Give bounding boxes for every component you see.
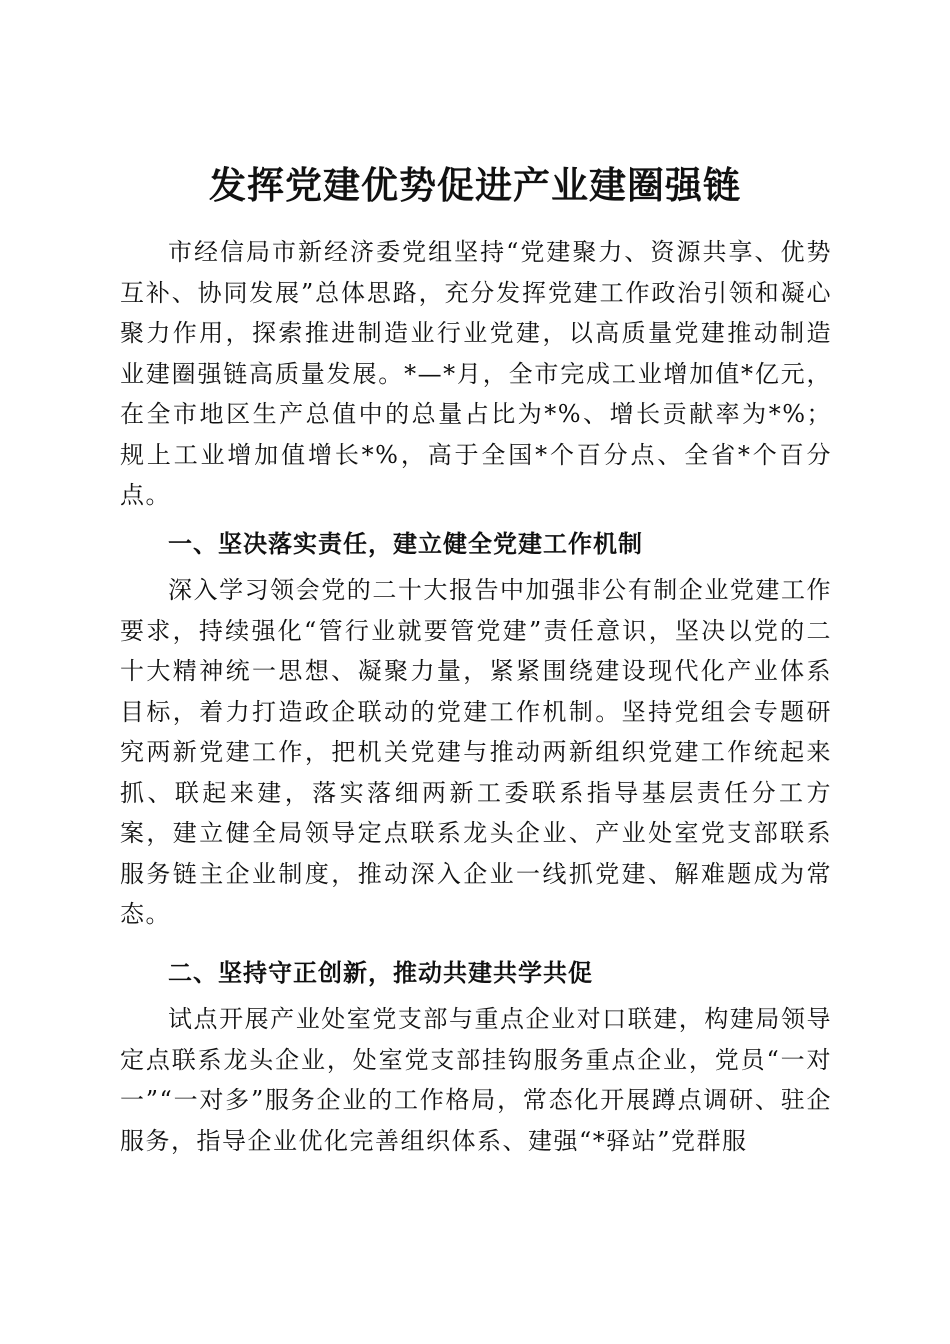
- section-1-heading: 一、坚决落实责任，建立健全党建工作机制: [168, 529, 643, 558]
- document-body: [120, 232, 832, 1161]
- section-2-paragraph: 试点开展产业处室党支部与重点企业对口联建，构建局领导定点联系龙头企业，处室党支部挂钩服务重点企业，党员“一对一”“一对多”服务企业的工作格局，常态化开展蹲点调研、驻企服务，指导企业优化完善组织体系、建强“*驿站”党群服: [120, 1005, 832, 1155]
- section-2-heading: 二、坚持守正创新，推动共建共学共促: [168, 958, 593, 987]
- intro-paragraph: 市经信局市新经济委党组坚持“党建聚力、资源共享、优势互补、协同发展”总体思路，充分发挥党建工作政治引领和凝心聚力作用，探索推进制造业行业党建，以高质量党建推动制造业建圈强链高质量发展。*—*月，全市完成工业增加值*亿元，在全市地区生产总值中的总量占比为*%、增长贡献率为*%；规上工业增加值增长*%，高于全国*个百分点、全省*个百分点。: [120, 238, 832, 509]
- section-1-paragraph: 深入学习领会党的二十大报告中加强非公有制企业党建工作要求，持续强化“管行业就要管党建”责任意识，坚决以党的二十大精神统一思想、凝聚力量，紧紧围绕建设现代化产业体系目标，着力打造政企联动的党建工作机制。坚持党组会专题研究两新党建工作，把机关党建与推动两新组织党建工作统起来抓、联起来建，落实落细两新工委联系指导基层责任分工方案，建立健全局领导定点联系龙头企业、产业处室党支部联系服务链主企业制度，推动深入企业一线抓党建、解难题成为常态。: [120, 576, 832, 928]
- document-title: 发挥党建优势促进产业建圈强链: [209, 162, 741, 207]
